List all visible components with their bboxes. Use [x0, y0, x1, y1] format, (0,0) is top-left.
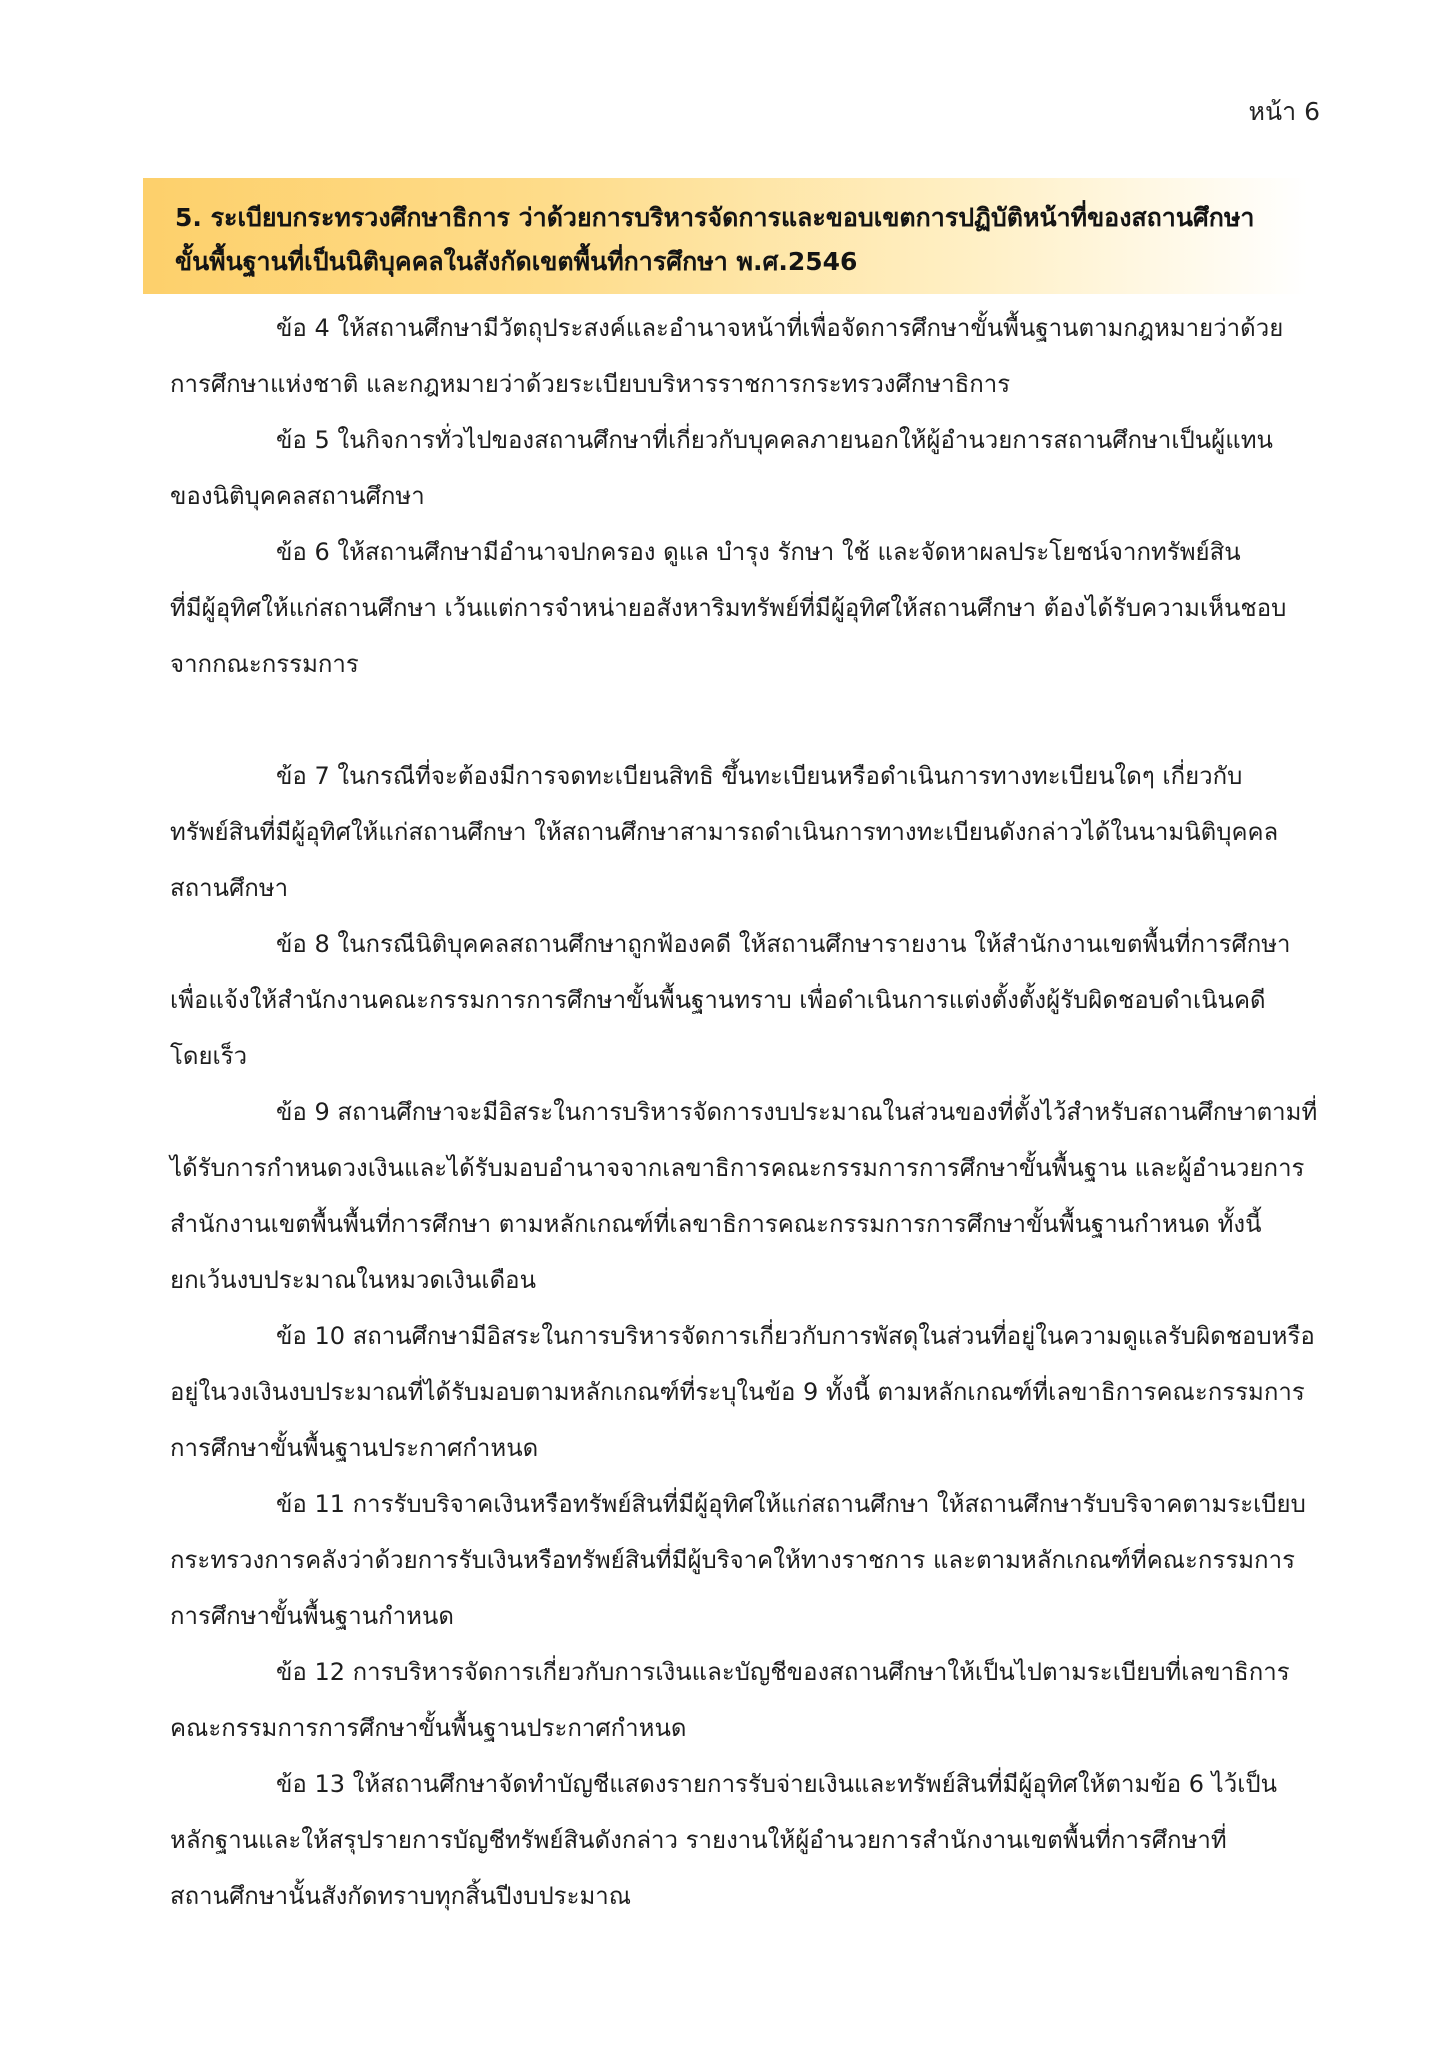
clause-line: ข้อ 8 ในกรณีนิติบุคคลสถานศึกษาถูกฟ้องคดี ให้สถานศึกษารายงาน ให้สำนักงานเขตพื้นที่การศึกษา	[276, 930, 1291, 958]
clause-9	[170, 1084, 1320, 1308]
clause-8	[170, 916, 1320, 1084]
clause-line: ทรัพย์สินที่มีผู้อุทิศให้แก่สถานศึกษา ให้สถานศึกษาสามารถดำเนินการทางทะเบียนดังกล่าวได้ในนามนิติบุคคล	[170, 818, 1279, 846]
clause-line: การศึกษาขั้นพื้นฐานกำหนด	[170, 1602, 454, 1630]
section-title-line: ขั้นพื้นฐานที่เป็นนิติบุคคลในสังกัดเขตพื้นที่การศึกษา พ.ศ.2546	[175, 247, 858, 276]
clause-10	[170, 1308, 1320, 1476]
clause-line: ข้อ 9 สถานศึกษาจะมีอิสระในการบริหารจัดการงบประมาณในส่วนของที่ตั้งไว้สำหรับสถานศึกษาตามที่	[276, 1098, 1318, 1126]
clause-line: ได้รับการกำหนดวงเงินและได้รับมอบอำนาจจากเลขาธิการคณะกรรมการการศึกษาขั้นพื้นฐาน และผู้อำนวยการ	[170, 1154, 1305, 1182]
paragraph-gap	[170, 692, 1320, 748]
clause-5	[170, 412, 1320, 524]
document-body	[170, 300, 1320, 1924]
page-number: หน้า 6	[1248, 97, 1320, 126]
clause-line: ข้อ 12 การบริหารจัดการเกี่ยวกับการเงินและบัญชีของสถานศึกษาให้เป็นไปตามระเบียบที่เลขาธิการ	[276, 1658, 1290, 1686]
clause-line: สำนักงานเขตพื้นพื้นที่การศึกษา ตามหลักเกณฑ์ที่เลขาธิการคณะกรรมการการศึกษาขั้นพื้นฐานกำหนด ทั้งนี้	[170, 1210, 1262, 1238]
clause-line: ข้อ 10 สถานศึกษามีอิสระในการบริหารจัดการเกี่ยวกับการพัสดุในส่วนที่อยู่ในความดูแลรับผิดชอบหรือ	[276, 1322, 1315, 1350]
clause-line: หลักฐานและให้สรุปรายการบัญชีทรัพย์สินดังกล่าว รายงานให้ผู้อำนวยการสำนักงานเขตพื้นที่การศึกษาที่	[170, 1826, 1227, 1854]
clause-11	[170, 1476, 1320, 1644]
clause-6	[170, 524, 1320, 692]
clause-line: กระทรวงการคลังว่าด้วยการรับเงินหรือทรัพย์สินที่มีผู้บริจาคให้ทางราชการ และตามหลักเกณฑ์ที่คณะกรรมการ	[170, 1546, 1295, 1574]
clause-line: อยู่ในวงเงินงบประมาณที่ได้รับมอบตามหลักเกณฑ์ที่ระบุในข้อ 9 ทั้งนี้ ตามหลักเกณฑ์ที่เลขาธิการคณะกรรมการ	[170, 1378, 1305, 1406]
clause-line: ยกเว้นงบประมาณในหมวดเงินเดือน	[170, 1266, 536, 1294]
section-title-box	[143, 178, 1308, 294]
clause-7	[170, 748, 1320, 916]
clause-line: การศึกษาแห่งชาติ และกฎหมายว่าด้วยระเบียบบริหารราชการกระทรวงศึกษาธิการ	[170, 370, 1011, 398]
clause-line: ของนิติบุคคลสถานศึกษา	[170, 482, 425, 510]
clause-line: โดยเร็ว	[170, 1042, 248, 1070]
section-title-line: 5. ระเบียบกระทรวงศึกษาธิการ ว่าด้วยการบริหารจัดการและขอบเขตการปฏิบัติหน้าที่ของสถานศึกษา	[175, 203, 1255, 232]
clause-13	[170, 1756, 1320, 1924]
clause-line: ข้อ 6 ให้สถานศึกษามีอำนาจปกครอง ดูแล บำรุง รักษา ใช้ และจัดหาผลประโยชน์จากทรัพย์สิน	[276, 538, 1241, 566]
clause-line: การศึกษาขั้นพื้นฐานประกาศกำหนด	[170, 1434, 539, 1462]
clause-line: เพื่อแจ้งให้สำนักงานคณะกรรมการการศึกษาขั้นพื้นฐานทราบ เพื่อดำเนินการแต่งตั้งตั้งผู้รับผิดชอบดำเนินคดี	[170, 986, 1266, 1014]
clause-line: จากกณะกรรมการ	[170, 650, 359, 678]
clause-12	[170, 1644, 1320, 1756]
clause-line: ที่มีผู้อุทิศให้แก่สถานศึกษา เว้นแต่การจำหน่ายอสังหาริมทรัพย์ที่มีผู้อุทิศให้สถานศึกษา ต้องได้รับความเห็นชอบ	[170, 594, 1287, 622]
clause-line: ข้อ 13 ให้สถานศึกษาจัดทำบัญชีแสดงรายการรับจ่ายเงินและทรัพย์สินที่มีผู้อุทิศให้ตามข้อ 6 ไว้เป็น	[276, 1770, 1278, 1798]
clause-line: ข้อ 5 ในกิจการทั่วไปของสถานศึกษาที่เกี่ยวกับบุคคลภายนอกให้ผู้อำนวยการสถานศึกษาเป็นผู้แทน	[276, 426, 1273, 454]
clause-line: สถานศึกษานั้นสังกัดทราบทุกสิ้นปีงบประมาณ	[170, 1882, 632, 1910]
clause-4	[170, 300, 1320, 412]
clause-line: ข้อ 4 ให้สถานศึกษามีวัตถุประสงค์และอำนาจหน้าที่เพื่อจัดการศึกษาขั้นพื้นฐานตามกฎหมายว่าด้วย	[276, 314, 1284, 342]
clause-line: ข้อ 7 ในกรณีที่จะต้องมีการจดทะเบียนสิทธิ ขึ้นทะเบียนหรือดำเนินการทางทะเบียนใดๆ เกี่ยวกับ	[276, 762, 1243, 790]
clause-line: คณะกรรมการการศึกษาขั้นพื้นฐานประกาศกำหนด	[170, 1714, 687, 1742]
clause-line: ข้อ 11 การรับบริจาคเงินหรือทรัพย์สินที่มีผู้อุทิศให้แก่สถานศึกษา ให้สถานศึกษารับบริจาคตามระเบียบ	[276, 1490, 1306, 1518]
clause-line: สถานศึกษา	[170, 874, 289, 902]
